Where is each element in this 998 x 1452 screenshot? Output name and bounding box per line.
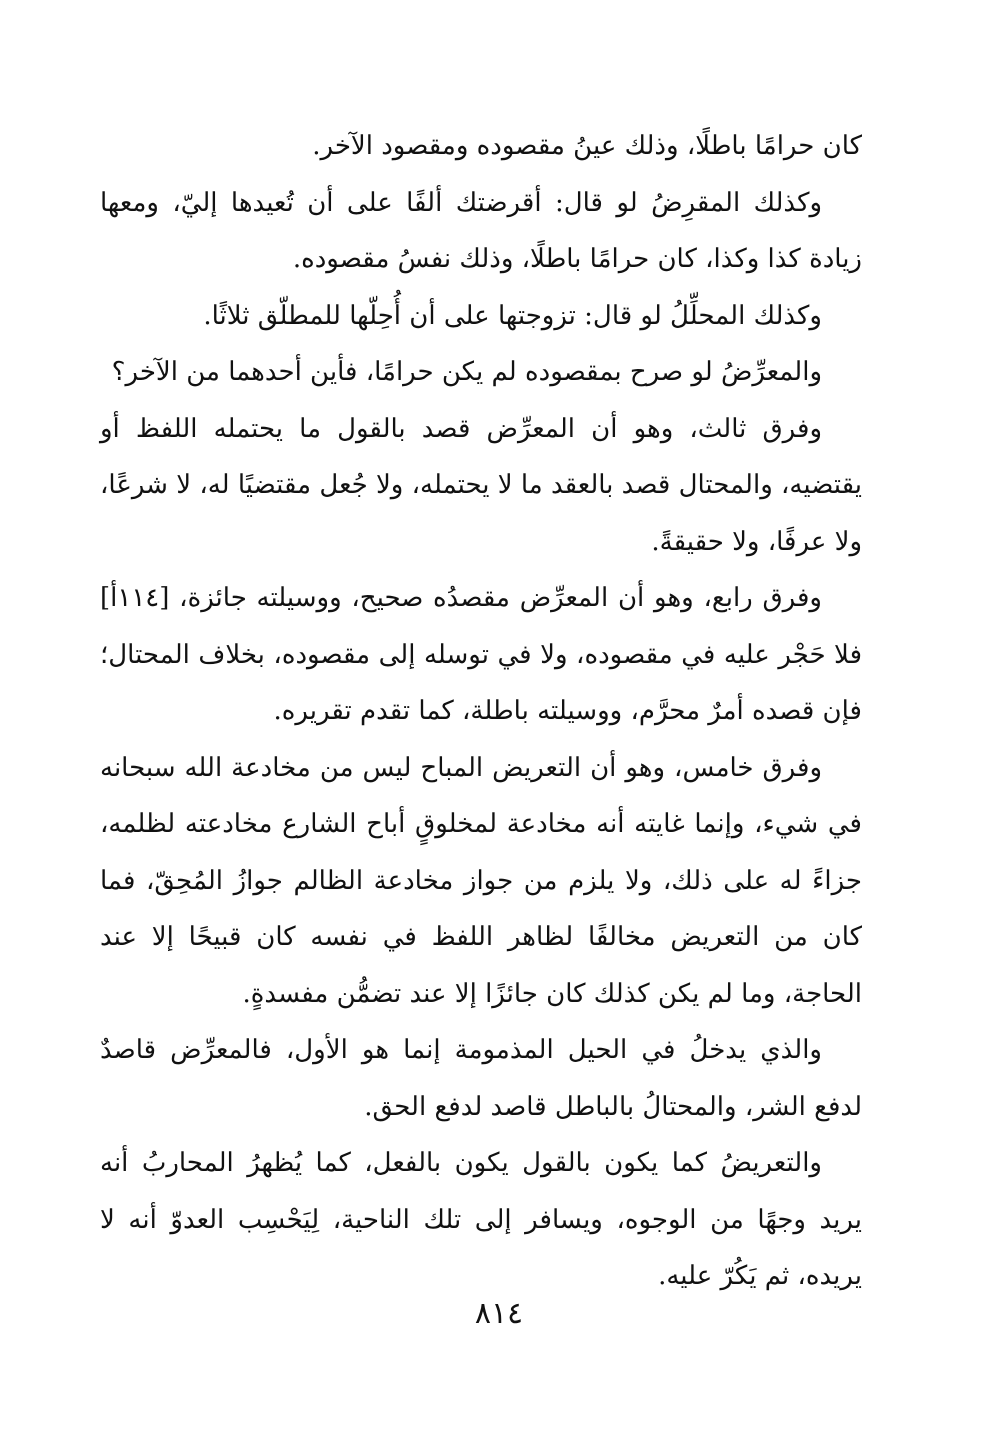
paragraph: وفرق ثالث، وهو أن المعرِّض قصد بالقول ما يحتمله اللفظ أو يقتضيه، والمحتال قصد بالعقد ما لا يحتمله، ولا جُعل مقتضيًا له، لا شرعًا، ولا عرفًا، ولا حقيقةً. bbox=[100, 413, 862, 557]
paragraph: وكذلك المحلِّلُ لو قال: تزوجتها على أن أُحِلّها للمطلّق ثلاثًا. bbox=[203, 300, 822, 331]
paragraph: وفرق رابع، وهو أن المعرِّض مقصدُه صحيح، ووسيلته جائزة، [١١٤أ] فلا حَجْر عليه في مقصوده، ولا في توسله إلى مقصوده، بخلاف المحتال؛ فإن قصده أمرٌ محرَّم، ووسيلته باطلة، كما تقدم تقريره. bbox=[100, 583, 862, 726]
paragraph: والتعريضُ كما يكون بالقول يكون بالفعل، كما يُظهرُ المحاربُ أنه يريد وجهًا من الوجوه، ويسافر إلى تلك الناحية، لِيَحْسِب العدوّ أنه لا يريده، ثم يَكُرّ عليه. bbox=[100, 1148, 862, 1291]
paragraph: كان حرامًا باطلًا، وذلك عينُ مقصوده ومقصود الآخر. bbox=[312, 131, 862, 161]
paragraph: والذي يدخلُ في الحيل المذمومة إنما هو الأول، فالمعرِّض قاصدٌ لدفع الشر، والمحتالُ بالباطل قاصد لدفع الحق. bbox=[100, 1035, 862, 1122]
page-number: ٨١٤ bbox=[474, 1296, 524, 1331]
paragraph: وفرق خامس، وهو أن التعريض المباح ليس من مخادعة الله سبحانه في شيء، وإنما غايته أنه مخادعة لمخلوقٍ أباح الشارع مخادعته لظلمه، جزاءً له على ذلك، ولا يلزم من جواز مخادعة الظالم جوازُ المُحِقّ، فما كان من التعريض مخالفًا لظاهر اللفظ في نفسه كان قبيحًا إلا عند الحاجة، وما لم يكن كذلك كان جائزًا إلا عند تضمُّن مفسدةٍ. bbox=[100, 752, 862, 1009]
paragraph: والمعرِّضُ لو صرح بمقصوده لم يكن حرامًا، فأين أحدهما من الآخر؟ bbox=[111, 357, 822, 387]
paragraph: وكذلك المقرِضُ لو قال: أقرضتك ألفًا على أن تُعيدها إليّ، ومعها زيادة كذا وكذا، كان حرامًا باطلًا، وذلك نفسُ مقصوده. bbox=[100, 187, 862, 274]
body-text bbox=[100, 118, 862, 1305]
